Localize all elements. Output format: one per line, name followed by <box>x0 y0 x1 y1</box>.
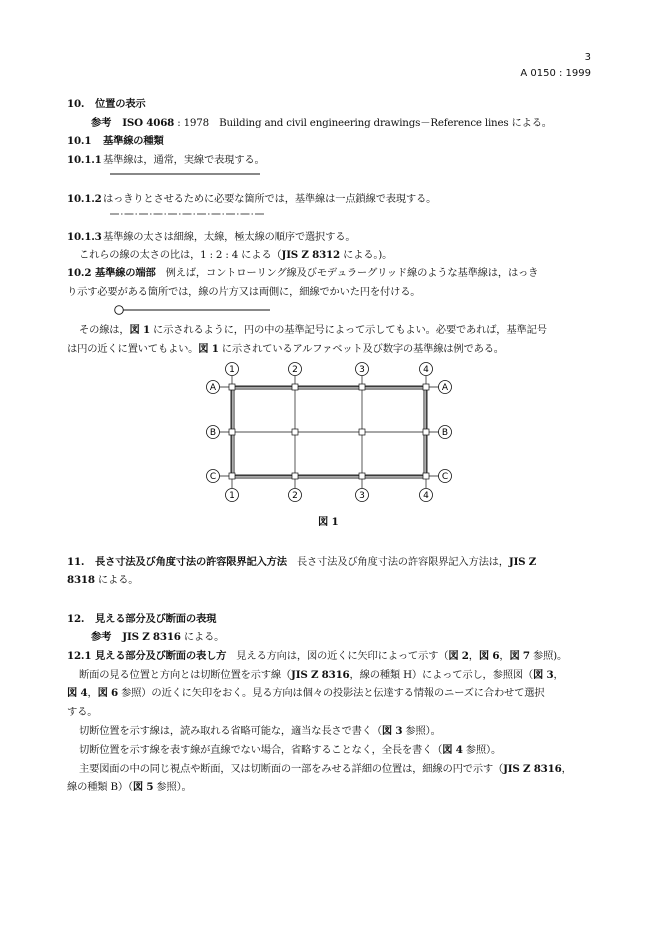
figure-ref: 図 1 <box>198 343 219 355</box>
reference-label: 参考 <box>91 631 112 643</box>
clause-text: はっきりとさせるために必要な箇所では，基準線は一点鎖線で表現する。 <box>103 193 437 205</box>
figure-ref: 図 5 <box>132 781 154 793</box>
dash-dot-line-sample <box>105 211 270 217</box>
section-title: 見える部分及び断面の表現 <box>95 613 217 625</box>
circle-ended-line-sample <box>105 303 275 317</box>
figure-ref: 図 3 <box>533 669 554 681</box>
solid-line-sample <box>105 171 265 177</box>
reference-standard: ISO 4068 <box>122 117 175 129</box>
ratio-text-end: による。)。 <box>340 249 393 261</box>
intersection-markers <box>229 384 429 479</box>
separator: ， <box>87 687 98 699</box>
row-label-left: B <box>209 428 217 439</box>
column-label-bottom: 3 <box>359 491 365 502</box>
standard-ref: JIS Z 8316 <box>503 763 562 775</box>
row-label-left: C <box>209 472 217 483</box>
text: 参照）。 <box>462 744 502 756</box>
section-12-1-line8 <box>67 780 192 794</box>
line-weight-ratio-text <box>79 248 392 262</box>
text: 切断位置を示す線を表す線が直線でない場合，省略することなく，全長を書く（ <box>79 744 443 756</box>
separator: ， <box>499 650 510 662</box>
section-number: 10.2 <box>67 267 92 279</box>
document-id: A 0150 : 1999 <box>520 68 591 79</box>
section-12-reference <box>91 630 224 644</box>
clause-number: 10.1.3 <box>67 231 102 243</box>
reference-text: による。 <box>180 631 225 643</box>
section-10-reference <box>91 116 552 130</box>
separator: ， <box>553 669 564 681</box>
clause-text: 基準線は，通常，実線で表現する。 <box>103 154 265 166</box>
section-text: による。 <box>94 574 139 586</box>
figure-ref: 図 4 <box>442 744 463 756</box>
column-label-bottom: 4 <box>423 491 429 502</box>
row-label-right: C <box>441 472 449 483</box>
figure-ref: 図 1 <box>129 324 150 336</box>
section-12-1-line1 <box>67 649 567 663</box>
text: 参照)。 <box>529 650 568 662</box>
paragraph-10-2-p2-line1 <box>79 323 547 337</box>
column-label-top: 1 <box>229 365 235 376</box>
text: 線の種類 B）（ <box>67 781 133 793</box>
figure-ref: 図 6 <box>97 687 119 699</box>
clause-10-1-3 <box>67 230 355 244</box>
section-11 <box>67 555 536 569</box>
column-label-bottom: 1 <box>229 491 235 502</box>
section-number: 11. <box>67 556 85 568</box>
figure-ref: 図 4 <box>67 687 88 699</box>
section-12-1-line3 <box>67 686 544 700</box>
section-title: 見える部分及び断面の表し方 <box>95 650 227 662</box>
clause-text-line1: 例えば，コントローリング線及びモデュラーグリッド線のような基準線は，はっき <box>165 267 539 279</box>
reference-text: : 1978 Building and civil engineering drawings－Reference lines による。 <box>174 117 552 129</box>
text: に示されているアルファベット及び数字の基準線は例である。 <box>218 343 504 355</box>
text: 参照）。 <box>402 725 441 737</box>
separator: ， <box>561 763 572 775</box>
section-title: 基準線の種類 <box>103 135 164 147</box>
section-number: 12.1 <box>67 650 92 662</box>
clause-text: 基準線の太さは細線，太線，極太線の順序で選択する。 <box>103 231 356 243</box>
section-text: 長さ寸法及び角度寸法の許容限界記入方法は， <box>296 556 509 568</box>
reference-standard: JIS Z 8316 <box>122 631 181 643</box>
figure-1-caption: 図 1 <box>318 516 339 528</box>
section-number: 10. <box>67 98 85 110</box>
separator: ， <box>468 650 479 662</box>
row-label-left: A <box>209 383 217 394</box>
clause-10-2-line2: り示す必要がある箇所では，線の片方又は両側に，細線でかいた円を付ける。 <box>67 286 421 298</box>
text: 参照）。 <box>153 781 192 793</box>
text: 参照）の近くに矢印をおく。見る方向は個々の投影法と伝達する情報のニーズに合わせて選択 <box>118 687 545 699</box>
standard-ref: 8318 <box>67 574 95 586</box>
text: に示されるように，円の中の基準記号によって示してもよい。必要であれば，基準記号 <box>149 324 547 336</box>
row-label-right: A <box>441 383 449 394</box>
section-10-1-heading <box>67 134 164 148</box>
clause-10-1-2 <box>67 192 436 206</box>
section-number: 10.1 <box>67 135 92 147</box>
figure-ref: 図 7 <box>509 650 530 662</box>
section-title: 位置の表示 <box>95 98 146 110</box>
clause-number: 10.1.1 <box>67 154 102 166</box>
figure-1-reference-grid <box>195 358 465 508</box>
row-label-right: B <box>441 428 449 439</box>
column-label-top: 4 <box>423 365 429 376</box>
text: は円の近くに置いてもよい。 <box>67 343 199 355</box>
clause-number: 10.1.2 <box>67 193 102 205</box>
row-markers-left <box>207 381 220 483</box>
figure-ref: 図 6 <box>478 650 500 662</box>
text: 切断位置を示す線は，読み取れる省略可能な，適当な長さで書く（ <box>79 725 382 737</box>
figure-ref: 図 2 <box>448 650 469 662</box>
page-number: 3 <box>584 52 591 63</box>
reference-label: 参考 <box>91 117 112 129</box>
column-label-top: 3 <box>359 365 365 376</box>
column-label-top: 2 <box>292 365 298 376</box>
section-title: 長さ寸法及び角度寸法の許容限界記入方法 <box>95 556 287 568</box>
text: 見える方向は，図の近くに矢印によって示す（ <box>236 650 449 662</box>
section-title: 基準線の端部 <box>95 267 156 279</box>
text: 断面の見る位置と方向とは切断位置を示す線（ <box>79 669 292 681</box>
section-11-line2 <box>67 573 138 587</box>
column-label-bottom: 2 <box>292 491 298 502</box>
column-markers-bottom <box>226 489 433 502</box>
clause-10-2 <box>67 266 538 280</box>
section-12-1-line2 <box>79 668 564 682</box>
section-number: 12. <box>67 613 85 625</box>
standard-ref: JIS Z 8316 <box>291 669 350 681</box>
figure-ref: 図 3 <box>381 725 403 737</box>
section-12-1-line6 <box>79 743 501 757</box>
standard-ref: JIS Z 8312 <box>281 249 340 261</box>
paragraph-10-2-p2-line2 <box>67 342 504 356</box>
text: その線は， <box>79 324 130 336</box>
row-markers-right <box>439 381 452 483</box>
section-12-1-line5 <box>79 724 441 738</box>
clause-10-1-1 <box>67 153 265 167</box>
section-12-1-line7 <box>79 762 572 776</box>
section-12-1-line4: する。 <box>67 706 98 718</box>
ratio-text: これらの線の太さの比は，1 : 2 : 4 による（ <box>79 249 282 261</box>
section-10-heading <box>67 97 145 111</box>
text: ，線の種類 H）によって示し，参照図（ <box>349 669 534 681</box>
column-markers-top <box>226 363 433 376</box>
section-12-heading <box>67 612 216 626</box>
standard-ref: JIS Z <box>508 556 537 568</box>
text: 主要図面の中の同じ視点や断面，又は切断面の一部をみせる詳細の位置は，細線の円で示す（ <box>79 763 504 775</box>
